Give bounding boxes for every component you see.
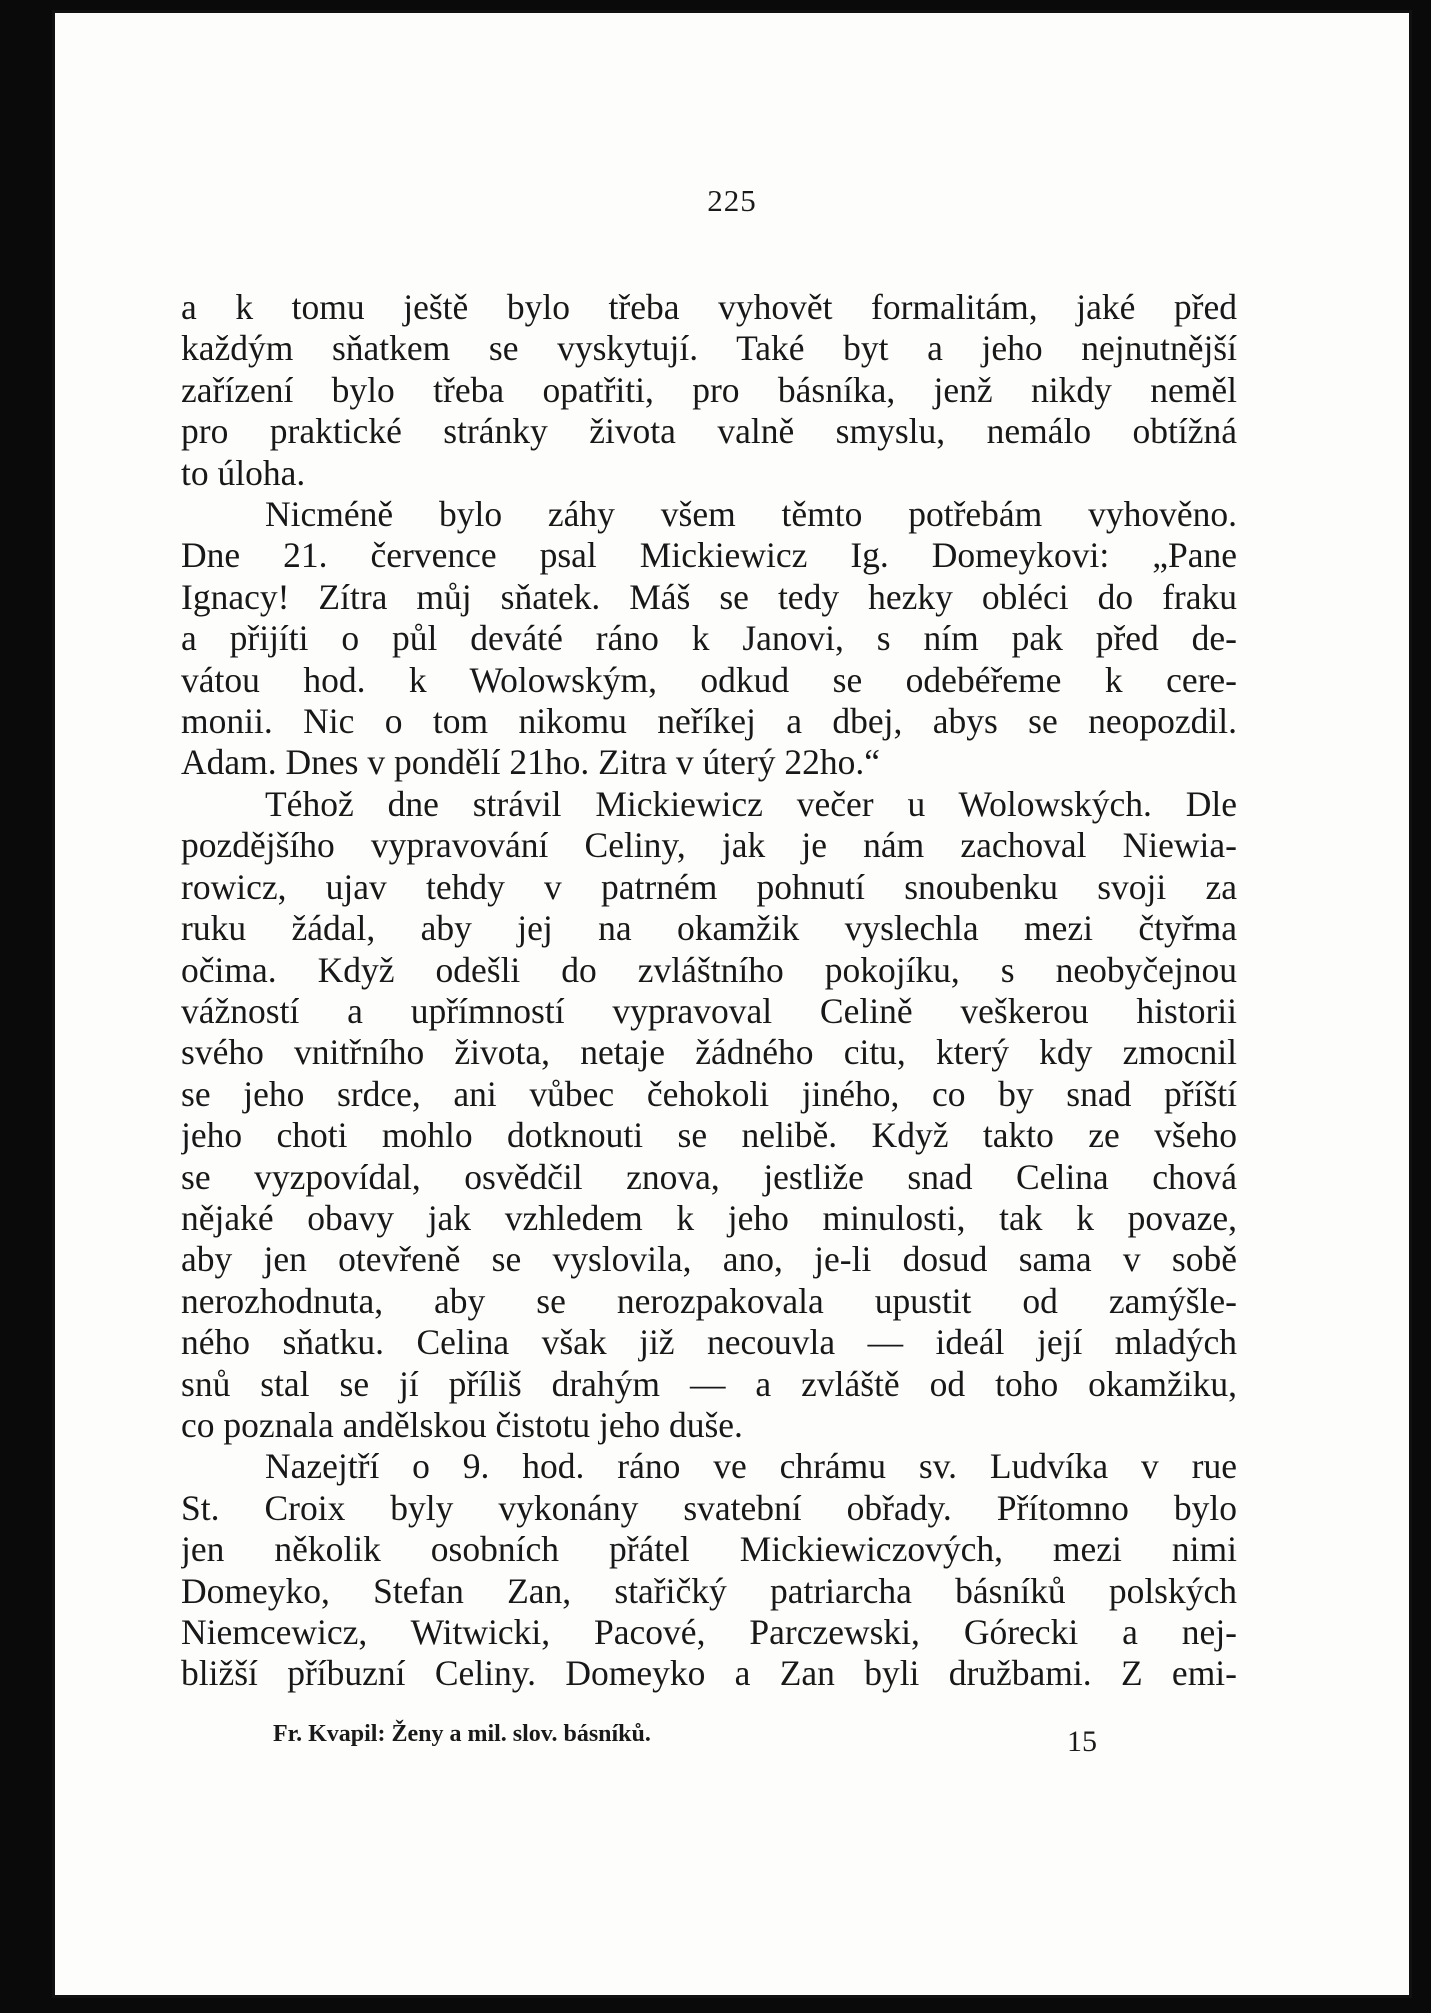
text-line: zařízení bylo třeba opatřiti, pro básníka, jenž nikdy neměl (181, 369, 1237, 410)
text-line: Domeyko, Stefan Zan, stařičký patriarcha básníků polských (181, 1570, 1237, 1611)
text-line: Téhož dne strávil Mickiewicz večer u Wolowských. Dle (265, 783, 1237, 824)
text-line: ného sňatku. Celina však již necouvla — ideál její mladých (181, 1322, 1237, 1363)
text-line: snů stal se jí příliš drahým — a zvláště od toho okamžiku, (181, 1363, 1237, 1404)
text-line: rowicz, ujav tehdy v patrném pohnutí snoubenku svoji za (181, 866, 1237, 907)
text-line: Niemcewicz, Witwicki, Pacové, Parczewski, Górecki a nej- (181, 1612, 1237, 1652)
text-line: vátou hod. k Wolowským, odkud se odebéřeme k cere- (181, 659, 1237, 700)
text-line: co poznala andělskou čistotu jeho duše. (181, 1404, 743, 1445)
text-line: ruku žádal, aby jej na okamžik vyslechla mezi čtyřma (181, 908, 1237, 949)
text-line: nějaké obavy jak vzhledem k jeho minulosti, tak k povaze, (181, 1197, 1237, 1238)
text-line: Nazejtří o 9. hod. ráno ve chrámu sv. Ludvíka v rue (265, 1446, 1237, 1487)
text-line: a k tomu ještě bylo třeba vyhovět formalitám, jaké před (181, 287, 1237, 327)
text-line: a přijíti o půl deváté ráno k Janovi, s ním pak před de- (181, 618, 1237, 659)
text-line: pro praktické stránky života valně smyslu, nemálo obtížná (181, 411, 1237, 452)
sheet-number: 15 (1067, 1725, 1097, 1758)
page-number: 225 (707, 183, 757, 218)
text-line: to úloha. (181, 452, 306, 493)
text-line: jeho choti mohlo dotknouti se nelibě. Když takto ze všeho (181, 1115, 1237, 1156)
text-line: pozdějšího vypravování Celiny, jak je nám zachoval Niewia- (181, 825, 1237, 866)
text-line: očima. Když odešli do zvláštního pokojíku, s neobyčejnou (181, 949, 1237, 990)
text-line: svého vnitřního života, netaje žádného citu, který kdy zmocnil (181, 1032, 1237, 1073)
text-line: St. Croix byly vykonány svatební obřady. Přítomno bylo (181, 1487, 1237, 1528)
text-line: jen několik osobních přátel Mickiewiczových, mezi nimi (181, 1529, 1237, 1570)
body-text (181, 287, 1237, 1695)
text-line: monii. Nic o tom nikomu neříkej a dbej, abys se neopozdil. (181, 701, 1237, 742)
text-line: se vyzpovídal, osvědčil znova, jestliže snad Celina chová (181, 1156, 1237, 1197)
text-line: Ignacy! Zítra můj sňatek. Máš se tedy hezky obléci do fraku (181, 576, 1237, 617)
text-line: aby jen otevřeně se vyslovila, ano, je-li dosud sama v sobě (181, 1239, 1237, 1280)
text-line: vážností a upřímností vypravoval Celině veškerou historii (181, 990, 1237, 1031)
text-line: Adam. Dnes v pondělí 21ho. Zitra v úterý 22ho.“ (181, 742, 881, 783)
text-line: se jeho srdce, ani vůbec čehokoli jiného, co by snad příští (181, 1073, 1237, 1114)
text-line: každým sňatkem se vyskytují. Také byt a jeho nejnutnější (181, 328, 1237, 369)
book-page (52, 10, 1412, 1998)
footer-signature: Fr. Kvapil: Ženy a mil. slov. básníků. (273, 1721, 651, 1747)
text-line: nerozhodnuta, aby se nerozpakovala upustit od zamýšle- (181, 1280, 1237, 1321)
text-line: Dne 21. července psal Mickiewicz Ig. Domeykovi: „Pane (181, 535, 1237, 576)
text-line: Nicméně bylo záhy všem těmto potřebám vyhověno. (265, 494, 1237, 535)
text-line: bližší příbuzní Celiny. Domeyko a Zan byli družbami. Z emi- (181, 1653, 1237, 1694)
